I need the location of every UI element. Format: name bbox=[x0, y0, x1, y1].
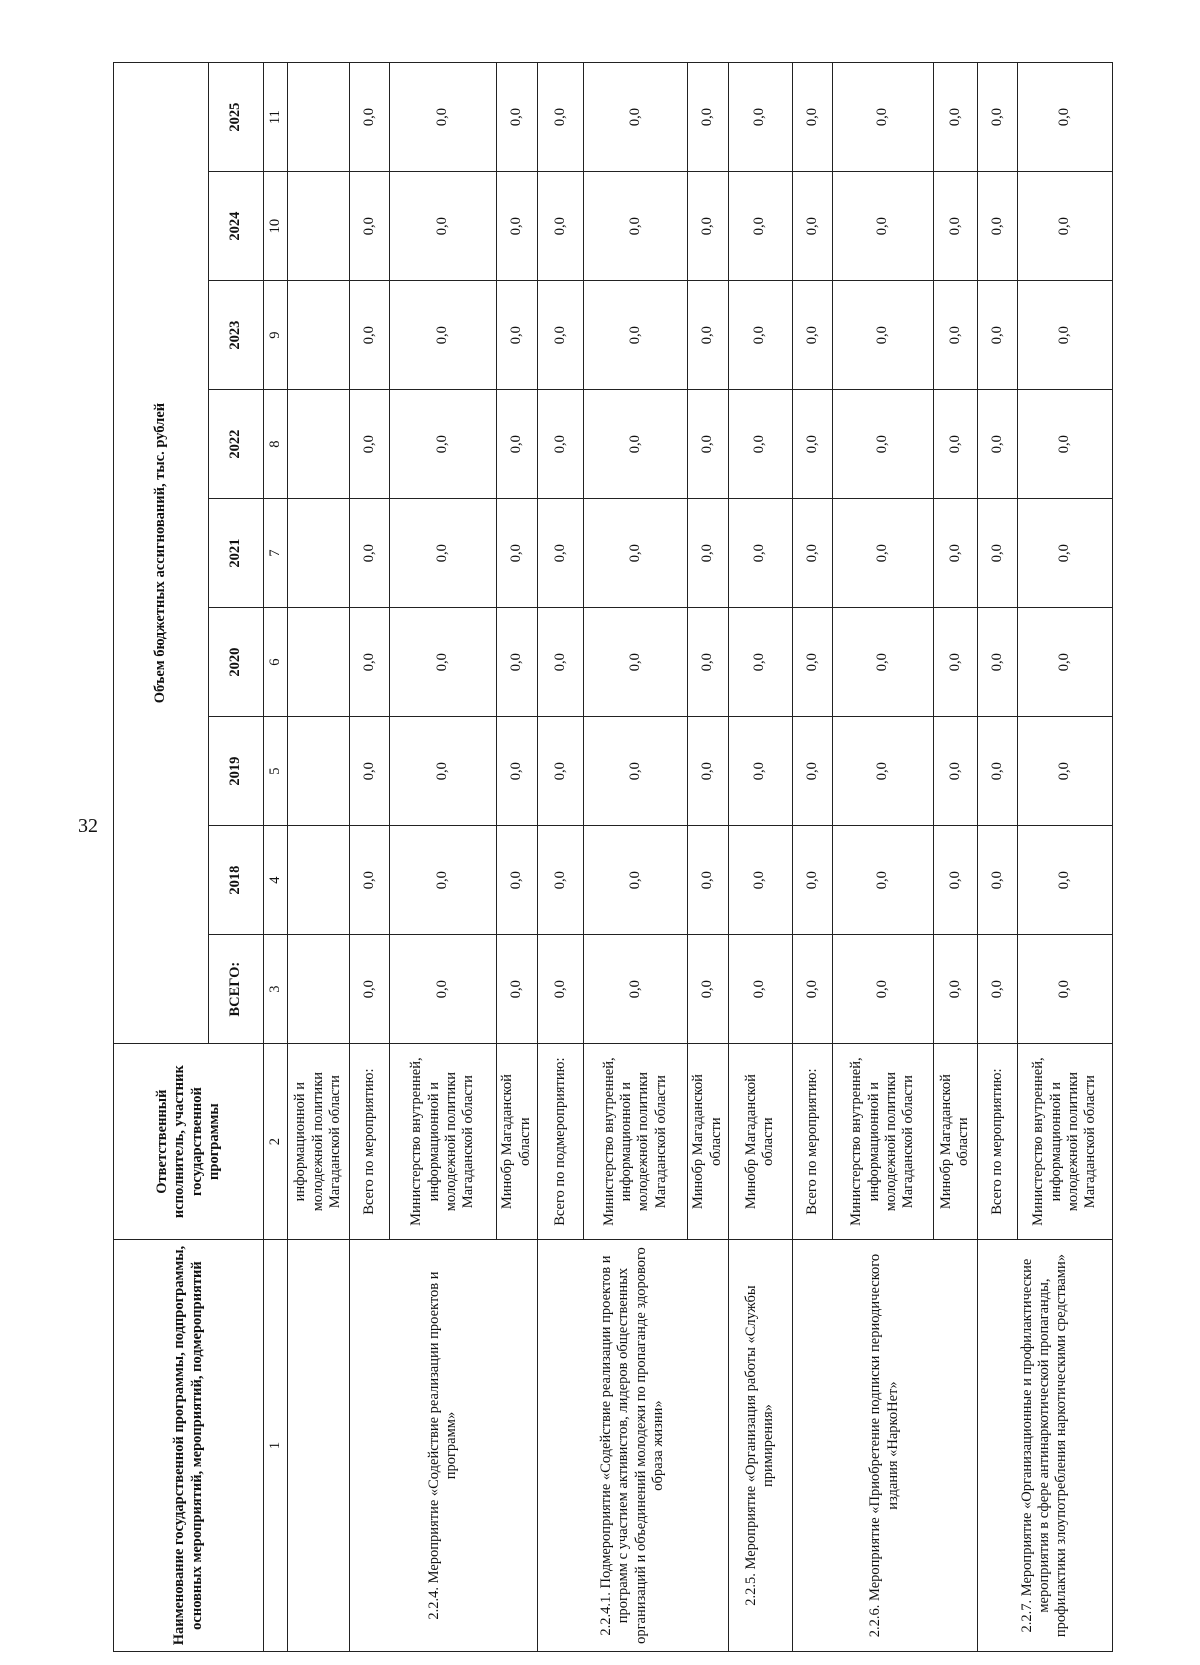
value-cell: 0,0 bbox=[792, 281, 832, 390]
value-cell: 0,0 bbox=[537, 935, 583, 1044]
table-row bbox=[977, 63, 1017, 1652]
value-cell: 0,0 bbox=[390, 499, 496, 608]
column-index: 4 bbox=[264, 826, 288, 935]
value-cell: 0,0 bbox=[537, 717, 583, 826]
value-cell: 0,0 bbox=[390, 172, 496, 281]
value-cell: 0,0 bbox=[977, 826, 1017, 935]
value-cell: 0,0 bbox=[1017, 499, 1112, 608]
executor-cell: Всего по мероприятию: bbox=[977, 1044, 1017, 1240]
value-cell: 0,0 bbox=[977, 172, 1017, 281]
column-index: 7 bbox=[264, 499, 288, 608]
value-cell: 0,0 bbox=[832, 608, 933, 717]
column-index: 5 bbox=[264, 717, 288, 826]
value-cell: 0,0 bbox=[934, 281, 977, 390]
executor-cell: Минобр Магаданской области bbox=[496, 1044, 537, 1240]
table-row bbox=[792, 63, 832, 1652]
value-cell: 0,0 bbox=[349, 717, 389, 826]
executor-cell: Всего по подмероприятию: bbox=[537, 1044, 583, 1240]
value-cell: 0,0 bbox=[687, 281, 728, 390]
value-cell: 0,0 bbox=[584, 63, 687, 172]
value-cell: 0,0 bbox=[934, 935, 977, 1044]
value-cell: 0,0 bbox=[390, 281, 496, 390]
value-cell bbox=[288, 499, 350, 608]
program-name-cell: 2.2.4. Мероприятие «Содействие реализации проектов и программ» bbox=[349, 1240, 537, 1652]
value-cell: 0,0 bbox=[832, 717, 933, 826]
value-cell: 0,0 bbox=[832, 390, 933, 499]
executor-cell: Министерство внутренней, информационной и молодежной политики Магаданской области bbox=[1017, 1044, 1112, 1240]
column-index: 8 bbox=[264, 390, 288, 499]
value-cell bbox=[288, 281, 350, 390]
value-cell: 0,0 bbox=[977, 63, 1017, 172]
value-cell: 0,0 bbox=[537, 172, 583, 281]
value-cell: 0,0 bbox=[1017, 826, 1112, 935]
value-cell: 0,0 bbox=[349, 826, 389, 935]
value-cell bbox=[288, 826, 350, 935]
executor-cell: Минобр Магаданской области bbox=[687, 1044, 728, 1240]
value-cell: 0,0 bbox=[977, 608, 1017, 717]
header-total: ВСЕГО: bbox=[209, 935, 264, 1044]
value-cell: 0,0 bbox=[349, 499, 389, 608]
executor-cell: Министерство внутренней, информационной и молодежной политики Магаданской области bbox=[832, 1044, 933, 1240]
value-cell bbox=[288, 608, 350, 717]
value-cell: 0,0 bbox=[496, 608, 537, 717]
value-cell: 0,0 bbox=[832, 172, 933, 281]
column-index: 11 bbox=[264, 63, 288, 172]
value-cell bbox=[288, 717, 350, 826]
value-cell: 0,0 bbox=[537, 608, 583, 717]
value-cell: 0,0 bbox=[934, 826, 977, 935]
value-cell: 0,0 bbox=[728, 935, 792, 1044]
executor-cell: информационной и молодежной политики Магаданской области bbox=[288, 1044, 350, 1240]
value-cell: 0,0 bbox=[349, 281, 389, 390]
value-cell: 0,0 bbox=[584, 935, 687, 1044]
page-number: 32 bbox=[78, 815, 98, 837]
program-name-cell: 2.2.6. Мероприятие «Приобретение подписки периодического издания «НаркоНет» bbox=[792, 1240, 977, 1652]
header-year: 2019 bbox=[209, 717, 264, 826]
value-cell: 0,0 bbox=[728, 172, 792, 281]
value-cell: 0,0 bbox=[349, 608, 389, 717]
value-cell: 0,0 bbox=[728, 826, 792, 935]
value-cell: 0,0 bbox=[496, 172, 537, 281]
column-index: 10 bbox=[264, 172, 288, 281]
value-cell: 0,0 bbox=[390, 717, 496, 826]
executor-cell: Всего по мероприятию: bbox=[792, 1044, 832, 1240]
value-cell: 0,0 bbox=[728, 717, 792, 826]
value-cell: 0,0 bbox=[496, 826, 537, 935]
header-budget-title: Объем бюджетных ассигнований, тыс. рублей bbox=[114, 63, 209, 1044]
value-cell: 0,0 bbox=[832, 63, 933, 172]
value-cell: 0,0 bbox=[1017, 63, 1112, 172]
value-cell: 0,0 bbox=[687, 608, 728, 717]
value-cell: 0,0 bbox=[792, 717, 832, 826]
executor-cell: Министерство внутренней, информационной и молодежной политики Магаданской области bbox=[584, 1044, 687, 1240]
value-cell: 0,0 bbox=[934, 172, 977, 281]
value-cell: 0,0 bbox=[390, 390, 496, 499]
header-year: 2018 bbox=[209, 826, 264, 935]
value-cell: 0,0 bbox=[496, 499, 537, 608]
value-cell: 0,0 bbox=[934, 717, 977, 826]
value-cell: 0,0 bbox=[792, 935, 832, 1044]
value-cell: 0,0 bbox=[390, 608, 496, 717]
value-cell: 0,0 bbox=[584, 717, 687, 826]
executor-cell: Минобр Магаданской области bbox=[728, 1044, 792, 1240]
value-cell: 0,0 bbox=[728, 608, 792, 717]
value-cell: 0,0 bbox=[1017, 717, 1112, 826]
value-cell: 0,0 bbox=[537, 826, 583, 935]
value-cell: 0,0 bbox=[977, 935, 1017, 1044]
value-cell: 0,0 bbox=[687, 390, 728, 499]
table-row bbox=[728, 63, 792, 1652]
value-cell: 0,0 bbox=[584, 281, 687, 390]
value-cell: 0,0 bbox=[832, 499, 933, 608]
value-cell: 0,0 bbox=[584, 390, 687, 499]
value-cell: 0,0 bbox=[1017, 935, 1112, 1044]
value-cell: 0,0 bbox=[584, 499, 687, 608]
executor-cell: Всего по мероприятию: bbox=[349, 1044, 389, 1240]
value-cell: 0,0 bbox=[977, 390, 1017, 499]
rotated-page bbox=[113, 62, 1113, 1652]
value-cell: 0,0 bbox=[832, 826, 933, 935]
value-cell: 0,0 bbox=[832, 281, 933, 390]
value-cell: 0,0 bbox=[934, 499, 977, 608]
value-cell: 0,0 bbox=[687, 935, 728, 1044]
executor-cell: Минобр Магаданской области bbox=[934, 1044, 977, 1240]
table-row bbox=[288, 63, 350, 1652]
value-cell: 0,0 bbox=[1017, 390, 1112, 499]
program-name-cell: 2.2.5. Мероприятие «Организация работы «Службы примирения» bbox=[728, 1240, 792, 1652]
value-cell: 0,0 bbox=[934, 390, 977, 499]
value-cell: 0,0 bbox=[537, 281, 583, 390]
value-cell: 0,0 bbox=[390, 63, 496, 172]
value-cell: 0,0 bbox=[728, 63, 792, 172]
value-cell: 0,0 bbox=[496, 935, 537, 1044]
budget-table bbox=[113, 62, 1113, 1652]
value-cell: 0,0 bbox=[728, 390, 792, 499]
table-row bbox=[537, 63, 583, 1652]
value-cell: 0,0 bbox=[496, 390, 537, 499]
executor-cell: Министерство внутренней, информационной и молодежной политики Магаданской области bbox=[390, 1044, 496, 1240]
value-cell: 0,0 bbox=[584, 826, 687, 935]
header-year: 2025 bbox=[209, 63, 264, 172]
value-cell bbox=[288, 172, 350, 281]
value-cell bbox=[288, 63, 350, 172]
value-cell: 0,0 bbox=[832, 935, 933, 1044]
value-cell: 0,0 bbox=[349, 63, 389, 172]
value-cell: 0,0 bbox=[349, 390, 389, 499]
value-cell bbox=[288, 390, 350, 499]
header-year: 2020 bbox=[209, 608, 264, 717]
value-cell: 0,0 bbox=[792, 172, 832, 281]
header-year: 2022 bbox=[209, 390, 264, 499]
value-cell: 0,0 bbox=[934, 63, 977, 172]
column-index: 6 bbox=[264, 608, 288, 717]
column-index: 9 bbox=[264, 281, 288, 390]
header-year: 2021 bbox=[209, 499, 264, 608]
value-cell: 0,0 bbox=[687, 717, 728, 826]
column-index: 2 bbox=[264, 1044, 288, 1240]
value-cell: 0,0 bbox=[934, 608, 977, 717]
value-cell: 0,0 bbox=[537, 390, 583, 499]
value-cell bbox=[288, 935, 350, 1044]
header-year: 2024 bbox=[209, 172, 264, 281]
header-executor: Ответственный исполнитель, участник государственной программы bbox=[114, 1044, 264, 1240]
column-index: 3 bbox=[264, 935, 288, 1044]
value-cell: 0,0 bbox=[496, 717, 537, 826]
value-cell: 0,0 bbox=[728, 499, 792, 608]
value-cell: 0,0 bbox=[792, 390, 832, 499]
value-cell: 0,0 bbox=[537, 63, 583, 172]
table-row bbox=[349, 63, 389, 1652]
program-name-cell: 2.2.7. Мероприятие «Организационные и профилактические мероприятия в сфере антинаркотической пропаганды, профилактики злоупотребления наркотическими средствами» bbox=[977, 1240, 1112, 1652]
header-year: 2023 bbox=[209, 281, 264, 390]
value-cell: 0,0 bbox=[390, 826, 496, 935]
value-cell: 0,0 bbox=[792, 499, 832, 608]
column-index: 1 bbox=[264, 1240, 288, 1652]
value-cell: 0,0 bbox=[977, 499, 1017, 608]
value-cell: 0,0 bbox=[728, 281, 792, 390]
value-cell: 0,0 bbox=[977, 281, 1017, 390]
value-cell: 0,0 bbox=[977, 717, 1017, 826]
value-cell: 0,0 bbox=[584, 172, 687, 281]
value-cell: 0,0 bbox=[792, 63, 832, 172]
value-cell: 0,0 bbox=[792, 608, 832, 717]
value-cell: 0,0 bbox=[687, 172, 728, 281]
value-cell: 0,0 bbox=[496, 281, 537, 390]
value-cell: 0,0 bbox=[537, 499, 583, 608]
value-cell: 0,0 bbox=[1017, 281, 1112, 390]
value-cell: 0,0 bbox=[349, 935, 389, 1044]
value-cell: 0,0 bbox=[792, 826, 832, 935]
value-cell: 0,0 bbox=[687, 499, 728, 608]
value-cell: 0,0 bbox=[687, 826, 728, 935]
header-name: Наименование государственной программы, подпрограммы, основных мероприятий, мероприятий, подмероприятий bbox=[114, 1240, 264, 1652]
value-cell: 0,0 bbox=[390, 935, 496, 1044]
program-name-cell: 2.2.4.1. Подмероприятие «Содействие реализации проектов и программ с участием активистов, лидеров общественных организаций и объединений молодежи по пропаганде здорового образа жизни» bbox=[537, 1240, 728, 1652]
value-cell: 0,0 bbox=[687, 63, 728, 172]
value-cell: 0,0 bbox=[349, 172, 389, 281]
value-cell: 0,0 bbox=[496, 63, 537, 172]
program-name-cell bbox=[288, 1240, 350, 1652]
value-cell: 0,0 bbox=[1017, 608, 1112, 717]
value-cell: 0,0 bbox=[584, 608, 687, 717]
value-cell: 0,0 bbox=[1017, 172, 1112, 281]
